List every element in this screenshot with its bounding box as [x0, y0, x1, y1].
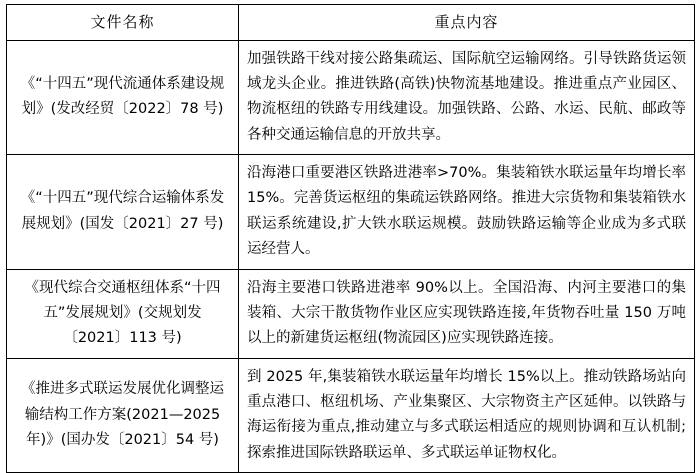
- cell-key-content: 加强铁路干线对接公路集疏运、国际航空运输网络。引导铁路货运领域龙头企业。推进铁路(高铁)快物流基地建设。推进重点产业园区、物流枢纽的铁路专用线建设。加强铁路、公路、水运、民航、邮政等各种交通运输信息的开放共享。: [239, 40, 695, 155]
- cell-key-content: 沿海港口重要港区铁路进港率>70%。集装箱铁水联运量年均增长率 15%。完善货运枢纽的集疏运铁路网络。推进大宗货物和集装箱铁水联运系统建设,扩大铁水联运规模。鼓励铁路运输等企业成为多式联运经营人。: [239, 155, 695, 270]
- table-header-row: [7, 5, 695, 41]
- cell-file-name: 《“十四五”现代流通体系建设规划》(发改经贸〔2022〕78 号): [7, 40, 239, 155]
- cell-file-name: 《推进多式联运发展优化调整运输结构工作方案(2021—2025 年)》(国办发〔2021〕54 号): [7, 358, 239, 473]
- cell-file-name: 《“十四五”现代综合运输体系发展规划》(国发〔2021〕27 号): [7, 155, 239, 270]
- policy-documents-table: [6, 4, 695, 473]
- table-row: [7, 40, 695, 155]
- table-row: [7, 269, 695, 358]
- table-row: [7, 358, 695, 473]
- cell-file-name: 《现代综合交通枢纽体系“十四五”发展规划》(交规划发〔2021〕113 号): [7, 269, 239, 358]
- column-header-key-content: 重点内容: [239, 5, 695, 41]
- column-header-file-name: 文件名称: [7, 5, 239, 41]
- table-row: [7, 155, 695, 270]
- cell-key-content: 到 2025 年,集装箱铁水联运量年均增长 15%以上。推动铁路场站向重点港口、枢纽机场、产业集聚区、大宗物资主产区延伸。以铁路与海运衔接为重点,推动建立与多式联运相适应的规则协调和互认机制;探索推进国际铁路联运单、多式联运单证物权化。: [239, 358, 695, 473]
- cell-key-content: 沿海主要港口铁路进港率 90%以上。全国沿海、内河主要港口的集装箱、大宗干散货物作业区应实现铁路连接,年货物吞吐量 150 万吨以上的新建货运枢纽(物流园区)应实现铁路连接。: [239, 269, 695, 358]
